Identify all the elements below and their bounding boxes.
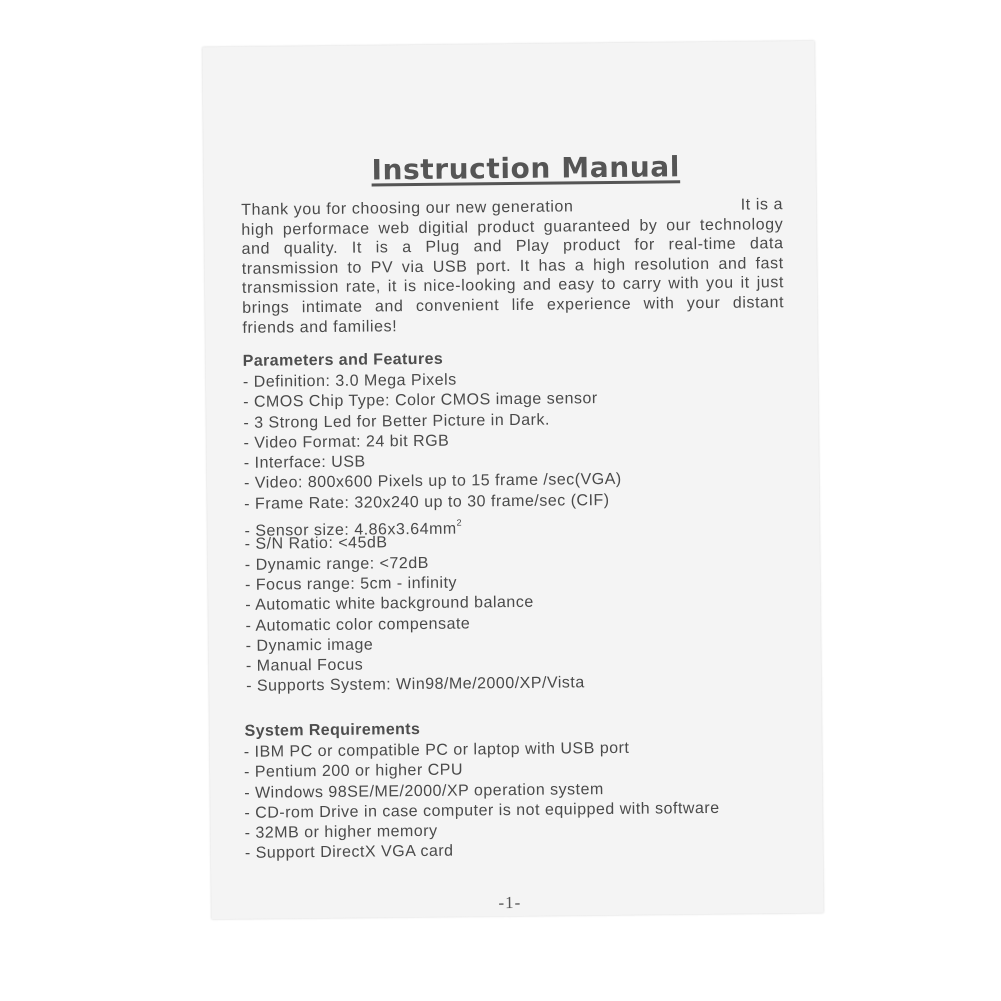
parameters-heading: Parameters and Features [242,350,444,370]
list-item: - Support DirectX VGA card [244,843,454,863]
list-item: - CMOS Chip Type: Color CMOS image sensor [243,390,598,412]
list-item: - Dynamic image [245,636,374,655]
parameters-list [243,369,624,698]
list-item: - Interface: USB [243,453,366,473]
intro-first-line-right: It is a [740,196,784,214]
list-item: - Windows 98SE/ME/2000/XP operation system [244,780,604,802]
list-item: - Video: 800x600 Pixels up to 15 frame /sec(VGA) [243,471,622,493]
requirements-heading: System Requirements [244,720,421,740]
page-content [241,149,785,913]
list-item: - Automatic white background balance [245,594,534,615]
intro-line: transmission rate, it is nice-looking and easy to carry with you it just [241,274,785,298]
intro-last-line: friends and families! [242,317,398,337]
list-item: - S/N Ratio: <45dB [244,534,388,554]
list-item: - Manual Focus [245,656,364,675]
list-item: - Video Format: 24 bit RGB [243,432,450,452]
page-number: -1- [498,892,522,913]
list-item: - Supports System: Win98/Me/2000/XP/Vista [246,674,585,696]
intro-line: transmission to PV via USB port. It has a high resolution and fast [241,254,784,278]
list-item: - 3 Strong Led for Better Picture in Dark. [243,411,550,432]
intro-first-line-left: Thank you for choosing our new generation [241,198,574,219]
intro-line: and quality. It is a Plug and Play product for real-time data [241,235,784,259]
list-item: - 32MB or higher memory [244,822,438,843]
page-title: Instruction Manual [371,150,681,187]
list-item: - Dynamic range: <72dB [244,554,429,574]
requirements-list [244,738,720,865]
list-item: - Automatic color compensate [245,615,471,635]
list-item: - Pentium 200 or higher CPU [243,761,464,782]
list-item: - CD-rom Drive in case computer is not equipped with software [244,799,720,822]
intro-paragraph [241,195,784,338]
intro-line: brings intimate and convenient life experience with your distant [242,294,785,317]
list-item: - Focus range: 5cm - infinity [244,574,458,594]
list-item: - IBM PC or compatible PC or laptop with USB port [243,739,630,761]
list-item: - Definition: 3.0 Mega Pixels [242,371,457,391]
superscript: 2 [456,517,463,528]
list-item: - Frame Rate: 320x240 up to 30 frame/sec (CIF) [244,491,610,513]
sensor-size-text: - Sensor size: 4.86x3.64mm [244,520,457,540]
intro-line: high performace web digitial product guaranteed by our technology [241,215,784,239]
manual-page [202,41,823,919]
